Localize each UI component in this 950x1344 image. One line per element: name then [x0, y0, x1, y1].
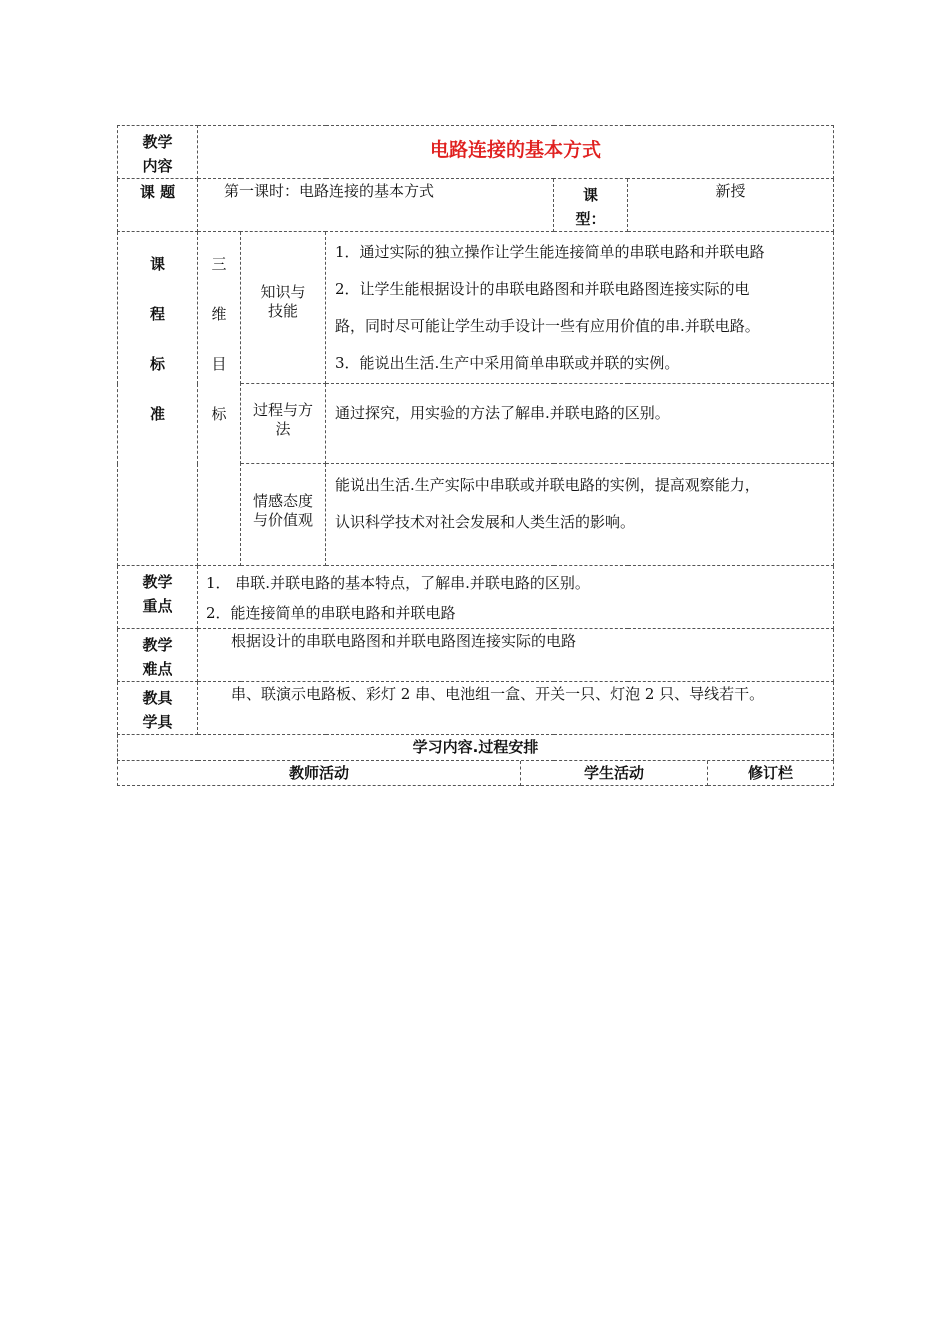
difficulties-label-cell	[118, 629, 198, 682]
knowledge-item-3: 路，同时尽可能让学生动手设计一些有应用价值的串.并联电路。	[335, 317, 760, 335]
key-points-label-line2: 重点	[142, 597, 173, 615]
difficulties-text: 根据设计的串联电路图和并联电路图连接实际的电路	[231, 632, 577, 650]
standards-label-2: 程	[149, 305, 165, 323]
tools-cell	[198, 682, 834, 735]
standards-label-1: 课	[149, 255, 165, 273]
key-points-label-line1: 教学	[142, 573, 173, 591]
arrangement-title: 学习内容.过程安排	[412, 738, 539, 757]
type-label-line2: 型：	[575, 210, 606, 228]
emotion-label-line2: 与价值观	[252, 510, 313, 529]
difficulties-row	[118, 629, 834, 682]
knowledge-cell	[326, 232, 834, 384]
process-cell	[326, 384, 834, 464]
arrangement-title-cell	[118, 735, 834, 761]
tools-label-cell	[118, 682, 198, 735]
key-points-label-cell	[118, 566, 198, 629]
student-activity-header: 学生活动	[521, 761, 708, 786]
arrangement-columns-table	[117, 761, 834, 786]
topic-label: 课 题	[139, 183, 176, 201]
difficulties-label-line1: 教学	[142, 636, 173, 654]
knowledge-label-line2: 技能	[267, 301, 298, 320]
key-points-row	[118, 566, 834, 629]
content-row	[118, 126, 834, 179]
dimension-label-1: 三	[211, 255, 227, 273]
dimension-label-4: 标	[211, 405, 227, 423]
teacher-activity-header: 教师活动	[118, 761, 521, 786]
dimension-label-2: 维	[211, 305, 227, 323]
tools-label-line2: 学具	[142, 713, 173, 731]
knowledge-row	[118, 232, 834, 384]
topic-label-cell	[118, 179, 198, 232]
type-value: 新授	[715, 182, 746, 200]
process-label-cell	[241, 384, 326, 464]
topic-row	[118, 179, 834, 232]
dimension-label-cell	[198, 232, 241, 566]
emotion-label-cell	[241, 464, 326, 566]
standards-label-cell	[118, 232, 198, 566]
content-label-cell	[118, 126, 198, 179]
process-label-line2: 法	[275, 419, 291, 438]
emotion-label-line1: 情感态度	[252, 492, 313, 510]
difficulties-label-line2: 难点	[142, 660, 173, 678]
emotion-line-2: 认识科学技术对社会发展和人类生活的影响。	[335, 513, 636, 531]
emotion-cell	[326, 464, 834, 566]
lesson-plan-table	[117, 125, 834, 761]
emotion-line-1: 能说出生活.生产实际中串联或并联电路的实例，提高观察能力，	[335, 476, 760, 494]
key-points-cell	[198, 566, 834, 629]
knowledge-item-1: 1．通过实际的独立操作让学生能连接简单的串联电路和并联电路	[335, 243, 765, 261]
topic-text: 第一课时：电路连接的基本方式	[224, 182, 435, 200]
type-value-cell	[628, 179, 834, 232]
standards-label-3: 标	[149, 355, 165, 373]
content-label-line1: 教学	[142, 133, 173, 151]
key-point-1: 1． 串联.并联电路的基本特点，了解串.并联电路的区别。	[206, 574, 590, 592]
arrangement-columns-row	[118, 761, 834, 786]
tools-label-line1: 教具	[142, 689, 173, 707]
standards-label-4: 准	[149, 405, 165, 423]
lesson-title-cell	[198, 126, 834, 179]
tools-text: 串、联演示电路板、彩灯 2 串、电池组一盒、开关一只、灯泡 2 只、导线若干。	[231, 685, 765, 703]
topic-cell	[198, 179, 554, 232]
type-label-line1: 课	[582, 186, 598, 204]
dimension-label-3: 目	[211, 355, 227, 373]
content-label-line2: 内容	[142, 157, 173, 175]
difficulties-cell	[198, 629, 834, 682]
arrangement-title-row	[118, 735, 834, 761]
knowledge-item-4: 3．能说出生活.生产中采用简单串联或并联的实例。	[335, 354, 680, 372]
knowledge-label-cell	[241, 232, 326, 384]
knowledge-item-2: 2．让学生能根据设计的串联电路图和并联电路图连接实际的电	[335, 280, 750, 298]
process-label-line1: 过程与方	[252, 401, 313, 419]
process-text: 通过探究，用实验的方法了解串.并联电路的区别。	[335, 404, 670, 422]
lesson-title: 电路连接的基本方式	[430, 139, 602, 161]
key-point-2: 2．能连接简单的串联电路和并联电路	[206, 604, 456, 622]
lesson-plan-sheet	[117, 125, 833, 786]
revision-column-header: 修订栏	[708, 761, 834, 786]
knowledge-label-line1: 知识与	[260, 283, 306, 301]
type-label-cell	[554, 179, 628, 232]
tools-row	[118, 682, 834, 735]
